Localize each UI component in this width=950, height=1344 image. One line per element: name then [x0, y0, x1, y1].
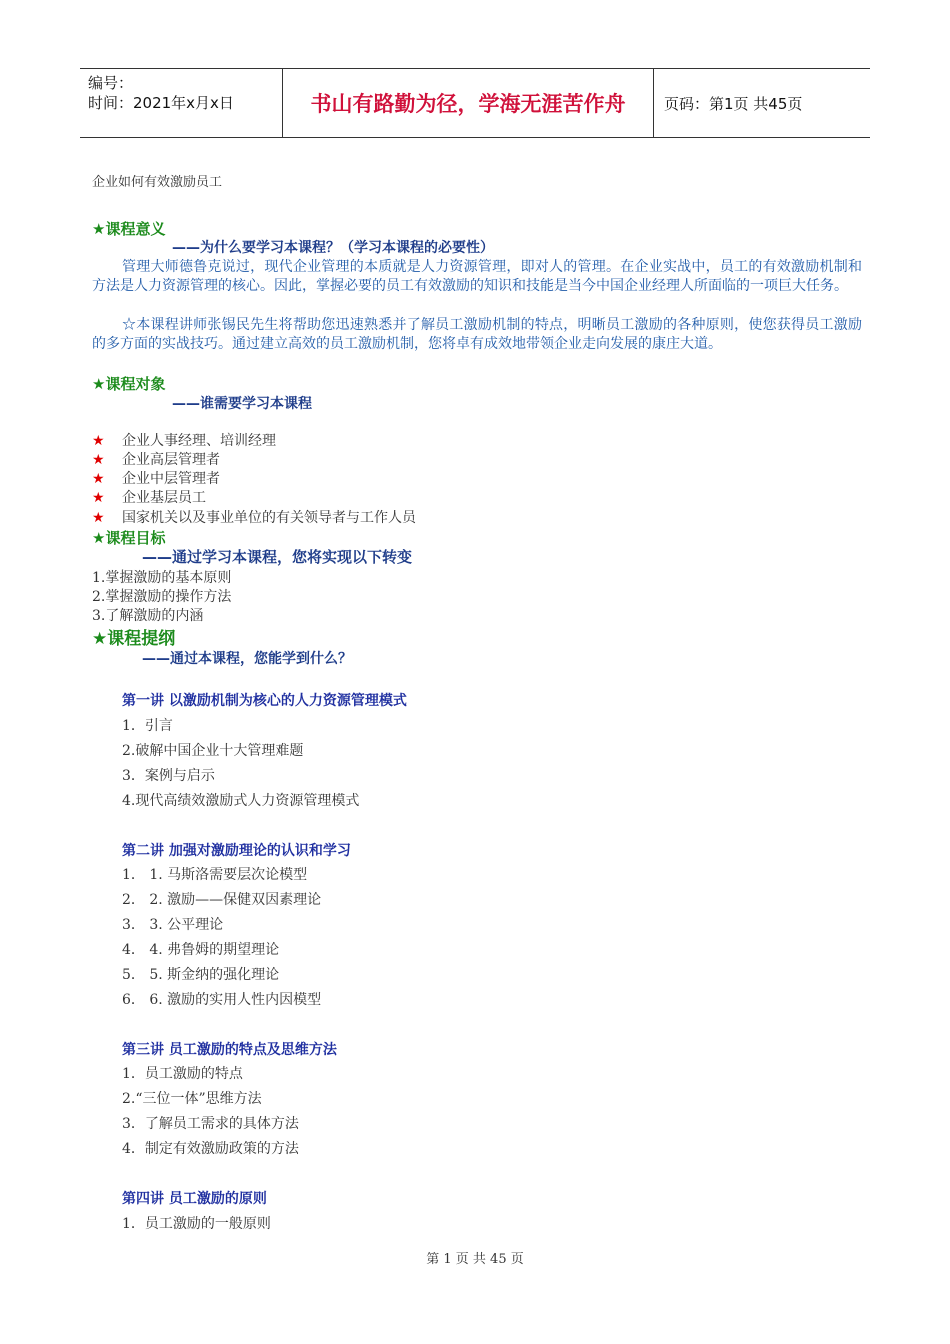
red-star-icon: ★ [92, 490, 105, 506]
header-motto: 书山有路勤为径，学海无涯苦作舟 [282, 69, 654, 137]
red-star-icon: ★ [92, 452, 105, 468]
audience-item: ★ 企业基层员工 [92, 490, 206, 506]
lecture-item: 3．了解员工需求的具体方法 [122, 1116, 299, 1132]
lecture-item: 4． 4. 弗鲁姆的期望理论 [122, 942, 280, 958]
lecture-item: 5． 5. 斯金纳的强化理论 [122, 967, 280, 983]
significance-paragraph-1: 管理大师德鲁克说过，现代企业管理的本质就是人力资源管理，即对人的管理。在企业实战中，员工的有效激励机制和方法是人力资源管理的核心。因此，掌握必要的员工有效激励的知识和技能是当今中国企业经理人所面临的一项巨大任务。 [92, 259, 862, 294]
significance-paragraph-2: ☆本课程讲师张锡民先生将帮助您迅速熟悉并了解员工激励机制的特点，明晰员工激励的各种原则，使您获得员工激励的多方面的实战技巧。通过建立高效的员工激励机制，您将卓有成效地带领企业走向发展的康庄大道。 [92, 317, 862, 352]
lecture-item: 4.现代高绩效激励式人力资源管理模式 [122, 793, 360, 809]
lecture-item: 2.“三位一体”思维方法 [122, 1091, 262, 1107]
lecture-item: 1．员工激励的特点 [122, 1066, 243, 1082]
audience-item: ★ 企业人事经理、培训经理 [92, 433, 276, 449]
audience-item: ★ 国家机关以及事业单位的有关领导者与工作人员 [92, 510, 416, 526]
page-header [80, 68, 870, 138]
document-title: 企业如何有效激励员工 [92, 175, 223, 190]
lecture-4-title: 第四讲 员工激励的原则 [122, 1191, 267, 1207]
header-meta [80, 69, 282, 137]
lecture-item: 2． 2. 激励——保健双因素理论 [122, 892, 322, 908]
outline-subtitle: ——通过本课程，您能学到什么？ [142, 651, 352, 667]
lecture-item: 1．引言 [122, 718, 173, 734]
red-star-icon: ★ [92, 433, 105, 449]
significance-subtitle: ——为什么要学习本课程？（学习本课程的必要性） [172, 240, 494, 256]
goals-subtitle: ——通过学习本课程，您将实现以下转变 [142, 548, 413, 566]
page-footer: 第 1 页 共 45 页 [426, 1252, 524, 1267]
goals-heading: ★课程目标 [92, 529, 166, 547]
goal-item: 3.了解激励的内涵 [92, 608, 204, 624]
audience-item: ★ 企业中层管理者 [92, 471, 220, 487]
audience-item: ★ 企业高层管理者 [92, 452, 220, 468]
lecture-1-title: 第一讲 以激励机制为核心的人力资源管理模式 [122, 693, 407, 709]
lecture-2-title: 第二讲 加强对激励理论的认识和学习 [122, 843, 351, 859]
lecture-item: 3． 3. 公平理论 [122, 917, 224, 933]
lecture-item: 1．员工激励的一般原则 [122, 1216, 271, 1232]
lecture-item: 2.破解中国企业十大管理难题 [122, 743, 304, 759]
significance-heading: ★课程意义 [92, 220, 166, 238]
lecture-item: 3．案例与启示 [122, 768, 215, 784]
red-star-icon: ★ [92, 510, 105, 526]
red-star-icon: ★ [92, 471, 105, 487]
lecture-item: 6． 6. 激励的实用人性内因模型 [122, 992, 322, 1008]
time-label: 时间：2021年x月x日 [88, 94, 234, 112]
lecture-item: 4．制定有效激励政策的方法 [122, 1141, 299, 1157]
goal-item: 2.掌握激励的操作方法 [92, 589, 232, 605]
lecture-3-title: 第三讲 员工激励的特点及思维方法 [122, 1042, 337, 1058]
audience-subtitle: ——谁需要学习本课程 [172, 396, 312, 412]
outline-heading: ★课程提纲 [92, 629, 176, 649]
audience-heading: ★课程对象 [92, 375, 166, 393]
header-page-label: 页码：第1页 共45页 [664, 94, 803, 113]
goal-item: 1.掌握激励的基本原则 [92, 570, 232, 586]
lecture-item: 1． 1. 马斯洛需要层次论模型 [122, 867, 308, 883]
number-label: 编号： [88, 74, 134, 92]
